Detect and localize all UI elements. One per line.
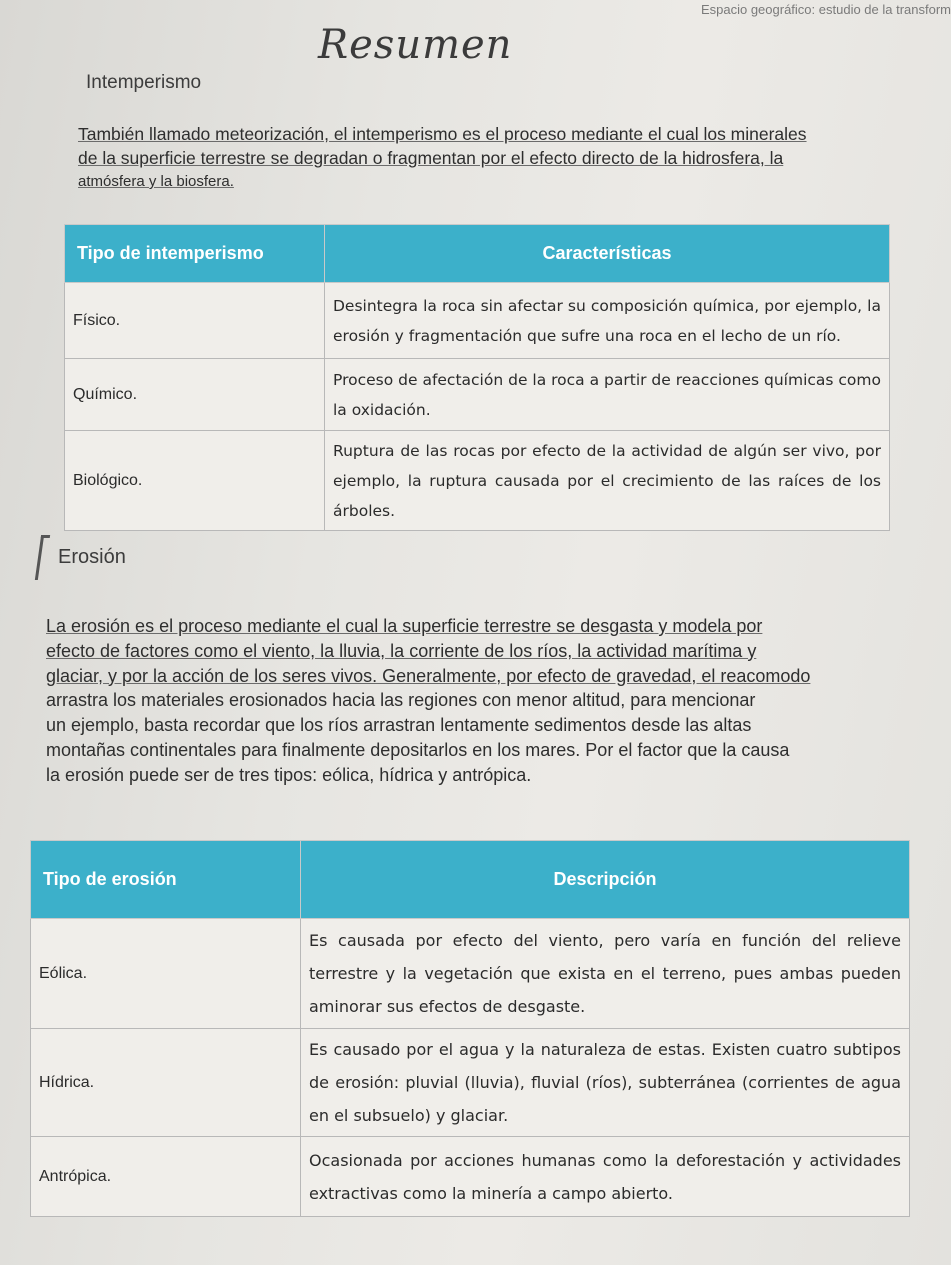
row-description: Es causada por efecto del viento, pero varía en función del relieve terrestre y la vegetación que exista en el terreno, pues ambas pueden aminorar sus efectos de desgaste.	[301, 919, 910, 1029]
row-type: Biológico.	[65, 431, 325, 531]
row-description: Ocasionada por acciones humanas como la deforestación y actividades extractivas como la minería a campo abierto.	[301, 1137, 910, 1217]
table-header-description: Descripción	[301, 841, 910, 919]
table-row	[31, 1137, 910, 1217]
erosion-line: arrastra los materiales erosionados hacia las regiones con menor altitud, para mencionar	[46, 690, 756, 711]
row-type: Hídrica.	[31, 1029, 301, 1137]
table-header-type: Tipo de erosión	[31, 841, 301, 919]
table-header-row	[65, 225, 890, 283]
table-header-characteristics: Características	[325, 225, 890, 283]
intemperismo-line: También llamado meteorización, el intemperismo es el proceso mediante el cual los minerales	[78, 124, 807, 144]
row-description: Es causado por el agua y la naturaleza de estas. Existen cuatro subtipos de erosión: pluvial (lluvia), fluvial (ríos), subterránea (corrientes de agua en el subsuelo) y glaciar.	[301, 1029, 910, 1137]
row-type: Antrópica.	[31, 1137, 301, 1217]
erosion-line: montañas continentales para finalmente depositarlos en los mares. Por el factor que la causa	[46, 739, 790, 760]
table-header-type: Tipo de intemperismo	[65, 225, 325, 283]
erosion-line: efecto de factores como el viento, la lluvia, la corriente de los ríos, la actividad marítima y	[46, 640, 757, 661]
erosion-line: glaciar, y por la acción de los seres vivos. Generalmente, por efecto de gravedad, el reacomodo	[46, 665, 811, 686]
intemperismo-line: de la superficie terrestre se degradan o fragmentan por el efecto directo de la hidrosfera, la	[78, 148, 784, 168]
erosion-paragraph	[46, 614, 908, 788]
table-row	[65, 359, 890, 431]
intemperismo-paragraph	[78, 122, 898, 194]
row-description: Desintegra la roca sin afectar su composición química, por ejemplo, la erosión y fragmentación que sufre una roca en el lecho de un río.	[325, 283, 890, 359]
table-row	[65, 431, 890, 531]
row-type: Eólica.	[31, 919, 301, 1029]
erosion-line: la erosión puede ser de tres tipos: eólica, hídrica y antrópica.	[46, 764, 532, 785]
table-row	[31, 919, 910, 1029]
intemperismo-line: atmósfera y la biosfera.	[78, 173, 234, 190]
table-row	[31, 1029, 910, 1137]
intemperismo-title: Intemperismo	[86, 72, 202, 93]
table-row	[65, 283, 890, 359]
row-type: Físico.	[65, 283, 325, 359]
erosion-table	[30, 840, 910, 1217]
handwritten-note: Resumen	[318, 22, 513, 68]
erosion-line: un ejemplo, basta recordar que los ríos arrastran lentamente sedimentos desde las altas	[46, 715, 752, 736]
bracket-mark	[35, 535, 50, 580]
row-description: Ruptura de las rocas por efecto de la actividad de algún ser vivo, por ejemplo, la ruptura causada por el crecimiento de las raíces de los árboles.	[325, 431, 890, 531]
intemperismo-table	[64, 224, 890, 531]
row-type: Químico.	[65, 359, 325, 431]
table-header-row	[31, 841, 910, 919]
erosion-title: Erosión	[58, 546, 126, 568]
erosion-line: La erosión es el proceso mediante el cual la superficie terrestre se desgasta y modela por	[46, 616, 763, 636]
page-header-title: Espacio geográfico: estudio de la transform	[700, 2, 951, 17]
row-description: Proceso de afectación de la roca a partir de reacciones químicas como la oxidación.	[325, 359, 890, 431]
